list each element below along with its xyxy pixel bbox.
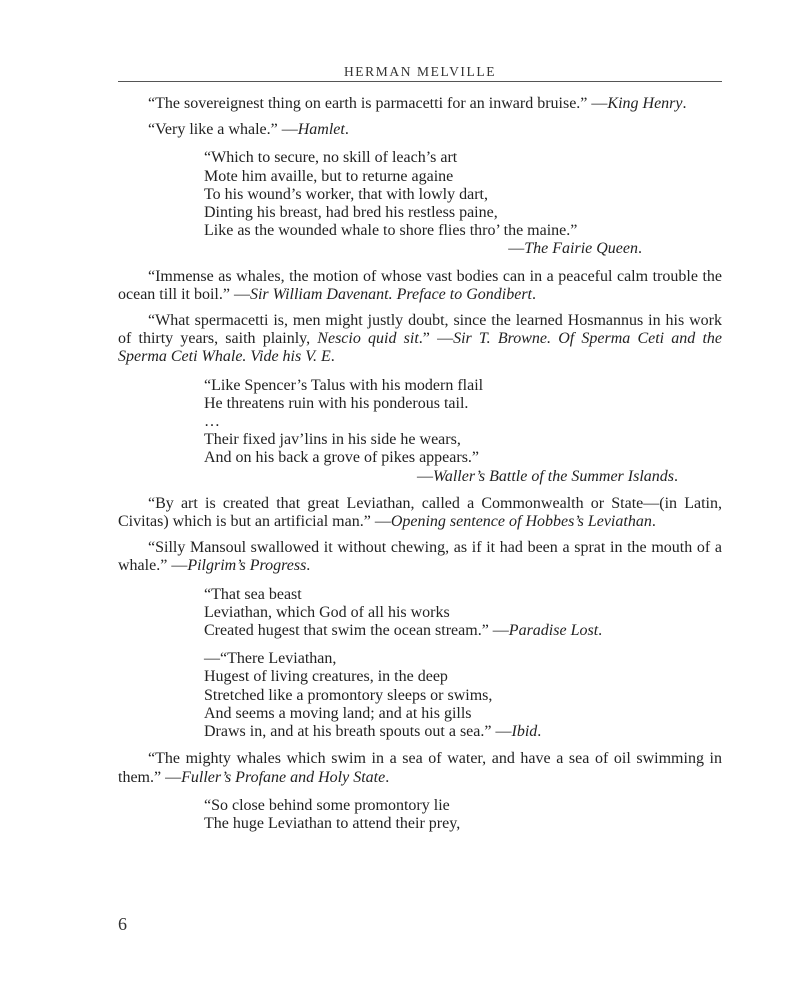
attribution-dash: — <box>587 95 608 112</box>
attribution-dash: — <box>488 622 509 640</box>
quote-source: Sir William Davenant. Preface to Gondibert <box>249 285 532 303</box>
verse-line: Mote him availle, but to returne againe <box>204 167 454 185</box>
attribution-period: . <box>682 95 687 112</box>
quote-text: “By art is created that great Leviathan, called a Commonwealth or State—(in Latin, Civitas) which is but an artificial man.” <box>118 494 722 531</box>
extract-paragraph <box>118 750 722 786</box>
stanza-gap <box>204 640 722 650</box>
attribution-period: . <box>532 285 536 303</box>
verse-text: Created hugest that swim the ocean stream.” <box>204 622 489 640</box>
running-head: HERMAN MELVILLE <box>343 64 497 79</box>
extract-paragraph <box>118 495 722 531</box>
attribution-dash: — <box>167 557 188 575</box>
attribution-period: . <box>674 467 678 485</box>
quote-close: .” <box>418 330 430 348</box>
verse-attribution <box>204 240 642 258</box>
quote-source: Paradise Lost <box>508 622 599 640</box>
attribution-period: . <box>385 768 390 786</box>
attribution-dash: — <box>429 330 454 348</box>
verse-line <box>204 622 722 640</box>
quote-text: “Very like a whale.” <box>148 121 278 139</box>
verse-line: Their fixed jav’lins in his side he wears, <box>204 431 461 449</box>
verse-ellipsis: … <box>204 413 220 431</box>
attribution-dash: — <box>491 723 512 741</box>
verse-line: —“There Leviathan, <box>204 650 337 668</box>
attribution-period: . <box>344 121 349 139</box>
extract-paragraph <box>118 268 722 304</box>
quote-source: Waller’s Battle of the Summer Islands <box>432 467 674 485</box>
extract-paragraph <box>118 95 722 113</box>
attribution-period: . <box>598 622 603 640</box>
quote-text: “The sovereignest thing on earth is parmacetti for an inward bruise.” <box>148 95 588 112</box>
quote-text: “Silly Mansoul swallowed it without chewing, as if it had been a sprat in the mouth of a whale.” <box>118 539 722 575</box>
verse-line: Like as the wounded whale to shore flies thro’ the maine.” <box>204 222 578 240</box>
quote-source: Fuller’s Profane and Holy State <box>181 768 386 786</box>
extracts-body <box>118 95 722 842</box>
attribution-dash: — <box>416 467 433 485</box>
verse-line: “So close behind some promontory lie <box>204 796 450 814</box>
verse-line: “Which to secure, no skill of leach’s art <box>204 149 458 167</box>
quote-source: The Fairie Queen <box>524 240 638 258</box>
quote-source: Hamlet <box>297 121 345 139</box>
verse-line: And seems a moving land; and at his gills <box>204 704 472 722</box>
verse-block <box>204 586 722 742</box>
verse-block <box>204 149 722 258</box>
quote-text: “What spermacetti is, men might justly doubt, since the learned Hosmannus in his work of thirty years, saith plainly, <box>118 312 722 348</box>
verse-line: The huge Leviathan to attend their prey, <box>204 814 461 832</box>
attribution-dash: — <box>229 285 250 303</box>
quote-source: Opening sentence of Hobbes’s Leviathan <box>390 513 652 531</box>
latin-phrase: Nescio quid sit <box>310 330 419 348</box>
verse-line: Stretched like a promontory sleeps or swims, <box>204 686 493 704</box>
attribution-dash: — <box>161 768 182 786</box>
attribution-period: . <box>638 240 642 258</box>
quote-source: Ibid <box>511 723 538 741</box>
quote-source: King Henry <box>607 95 683 112</box>
verse-text: Draws in, and at his breath spouts out a sea.” <box>204 723 492 741</box>
verse-line: And on his back a grove of pikes appears.” <box>204 449 480 467</box>
verse-line: Dinting his breast, had bred his restless paine, <box>204 204 498 222</box>
extract-paragraph <box>118 312 722 367</box>
header-rule <box>118 81 722 82</box>
verse-line: To his wound’s worker, that with lowly dart, <box>204 185 488 203</box>
verse-line: “That sea beast <box>204 585 302 603</box>
attribution-dash: — <box>370 513 391 531</box>
verse-line: Leviathan, which God of all his works <box>204 603 450 621</box>
attribution-period: . <box>330 348 335 366</box>
verse-line: “Like Spencer’s Talus with his modern flail <box>204 376 484 394</box>
book-page <box>118 0 722 1000</box>
verse-line <box>204 723 722 741</box>
verse-line: Hugest of living creatures, in the deep <box>204 668 448 686</box>
quote-source: Pilgrim’s Progress <box>187 557 307 575</box>
verse-line: He threatens ruin with his ponderous tail. <box>204 394 469 412</box>
attribution-period: . <box>537 723 542 741</box>
attribution-period: . <box>306 557 311 575</box>
attribution-dash: — <box>277 121 298 139</box>
attribution-period: . <box>651 513 656 531</box>
extract-paragraph <box>118 539 722 575</box>
page-number: 6 <box>118 914 127 934</box>
verse-block <box>204 377 722 486</box>
quote-text: “Immense as whales, the motion of whose vast bodies can in a peaceful calm trouble the ocean till it boil.” <box>118 267 722 303</box>
quote-text: “The mighty whales which swim in a sea of water, and have a sea of oil swimming in them.” <box>118 750 722 786</box>
quote-source: Sir T. Browne. Of Sperma Ceti and the Sperma Ceti Whale. Vide his V. E <box>118 330 723 366</box>
verse-block <box>204 797 722 833</box>
verse-attribution <box>204 468 678 486</box>
extract-paragraph <box>118 121 722 139</box>
attribution-dash: — <box>508 240 525 258</box>
